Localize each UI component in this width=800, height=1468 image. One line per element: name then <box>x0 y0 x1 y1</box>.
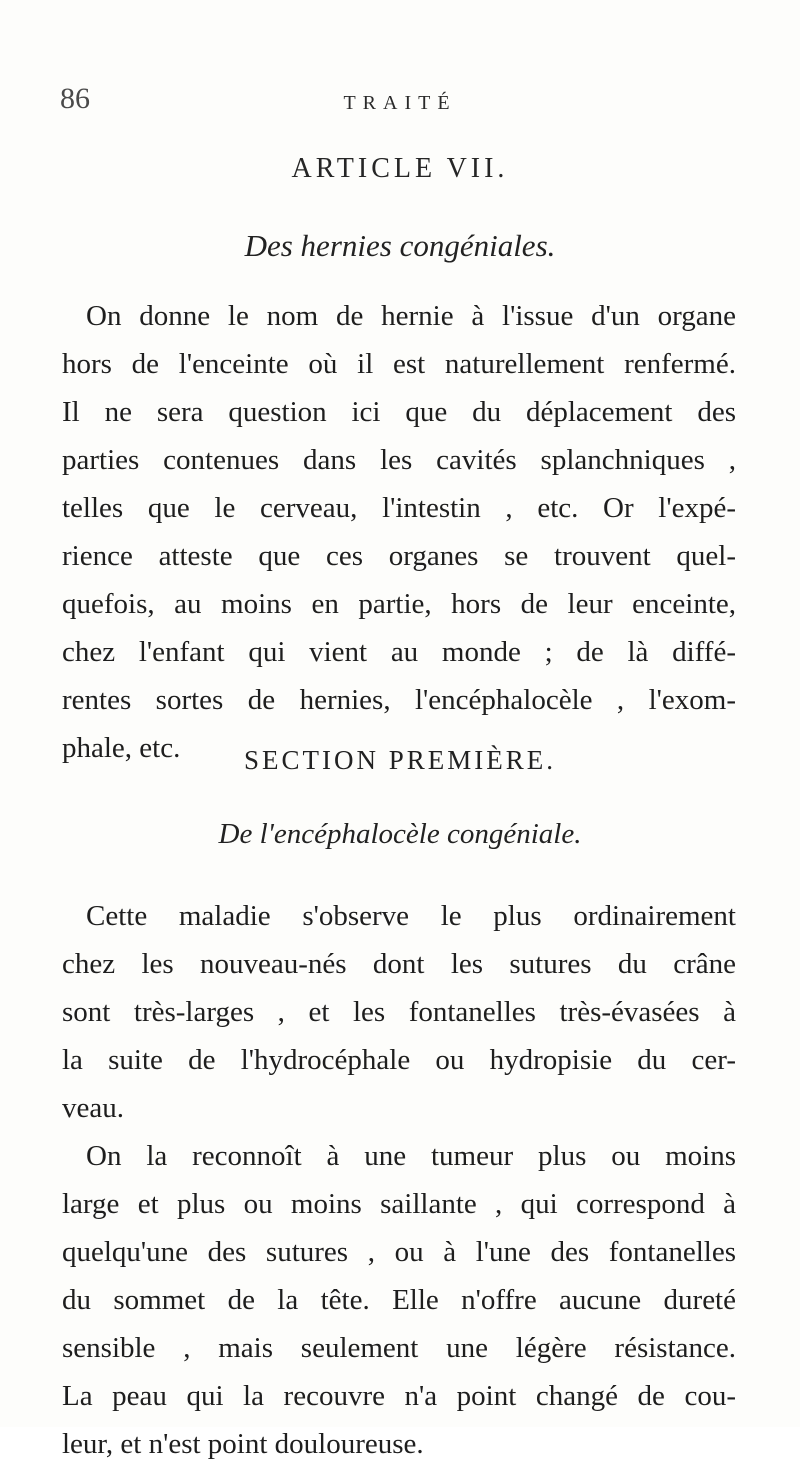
text-line: chez l'enfant qui vient au monde ; de là diffé- <box>62 636 736 668</box>
text-line: quefois, au moins en partie, hors de leur enceinte, <box>62 588 736 620</box>
text-line: veau. <box>62 1092 124 1124</box>
article-subtitle: Des hernies congéniales. <box>244 228 556 263</box>
section-paragraph-2 <box>62 1132 736 1468</box>
text-line: du sommet de la tête. Elle n'offre aucune dureté <box>62 1284 736 1316</box>
section-subtitle: De l'encéphalocèle congéniale. <box>218 818 582 850</box>
text-line: La peau qui la recouvre n'a point changé de cou- <box>62 1380 736 1412</box>
text-line: chez les nouveau-nés dont les sutures du crâne <box>62 948 736 980</box>
text-line: On la reconnoît à une tumeur plus ou moins <box>86 1140 736 1172</box>
text-line: large et plus ou moins saillante , qui correspond à <box>62 1188 736 1220</box>
article-heading: ARTICLE VII. <box>291 153 509 184</box>
section-paragraph-1 <box>62 892 736 1132</box>
text-line: telles que le cerveau, l'intestin , etc. Or l'expé- <box>62 492 736 524</box>
text-line: rentes sortes de hernies, l'encéphalocèle , l'exom- <box>62 684 736 716</box>
text-line: hors de l'enceinte où il est naturellement renfermé. <box>62 348 736 380</box>
text-line: Cette maladie s'observe le plus ordinairement <box>86 900 736 932</box>
text-line: phale, etc. <box>62 732 181 764</box>
text-line: la suite de l'hydrocéphale ou hydropisie du cer- <box>62 1044 736 1076</box>
text-line: leur, et n'est point douloureuse. <box>62 1428 424 1460</box>
article-paragraph <box>62 292 736 772</box>
text-line: Il ne sera question ici que du déplacement des <box>62 396 736 428</box>
text-line: sensible , mais seulement une légère résistance. <box>62 1332 736 1364</box>
text-line: On donne le nom de hernie à l'issue d'un organe <box>86 300 736 332</box>
text-line: parties contenues dans les cavités splanchniques , <box>62 444 736 476</box>
text-line: sont très-larges , et les fontanelles très-évasées à <box>62 996 736 1028</box>
text-line: rience atteste que ces organes se trouvent quel- <box>62 540 736 572</box>
text-line: quelqu'une des sutures , ou à l'une des fontanelles <box>62 1236 736 1268</box>
section-heading: SECTION PREMIÈRE. <box>243 745 556 775</box>
page-number: 86 <box>60 82 90 115</box>
running-head: TRAITÉ <box>343 92 457 114</box>
